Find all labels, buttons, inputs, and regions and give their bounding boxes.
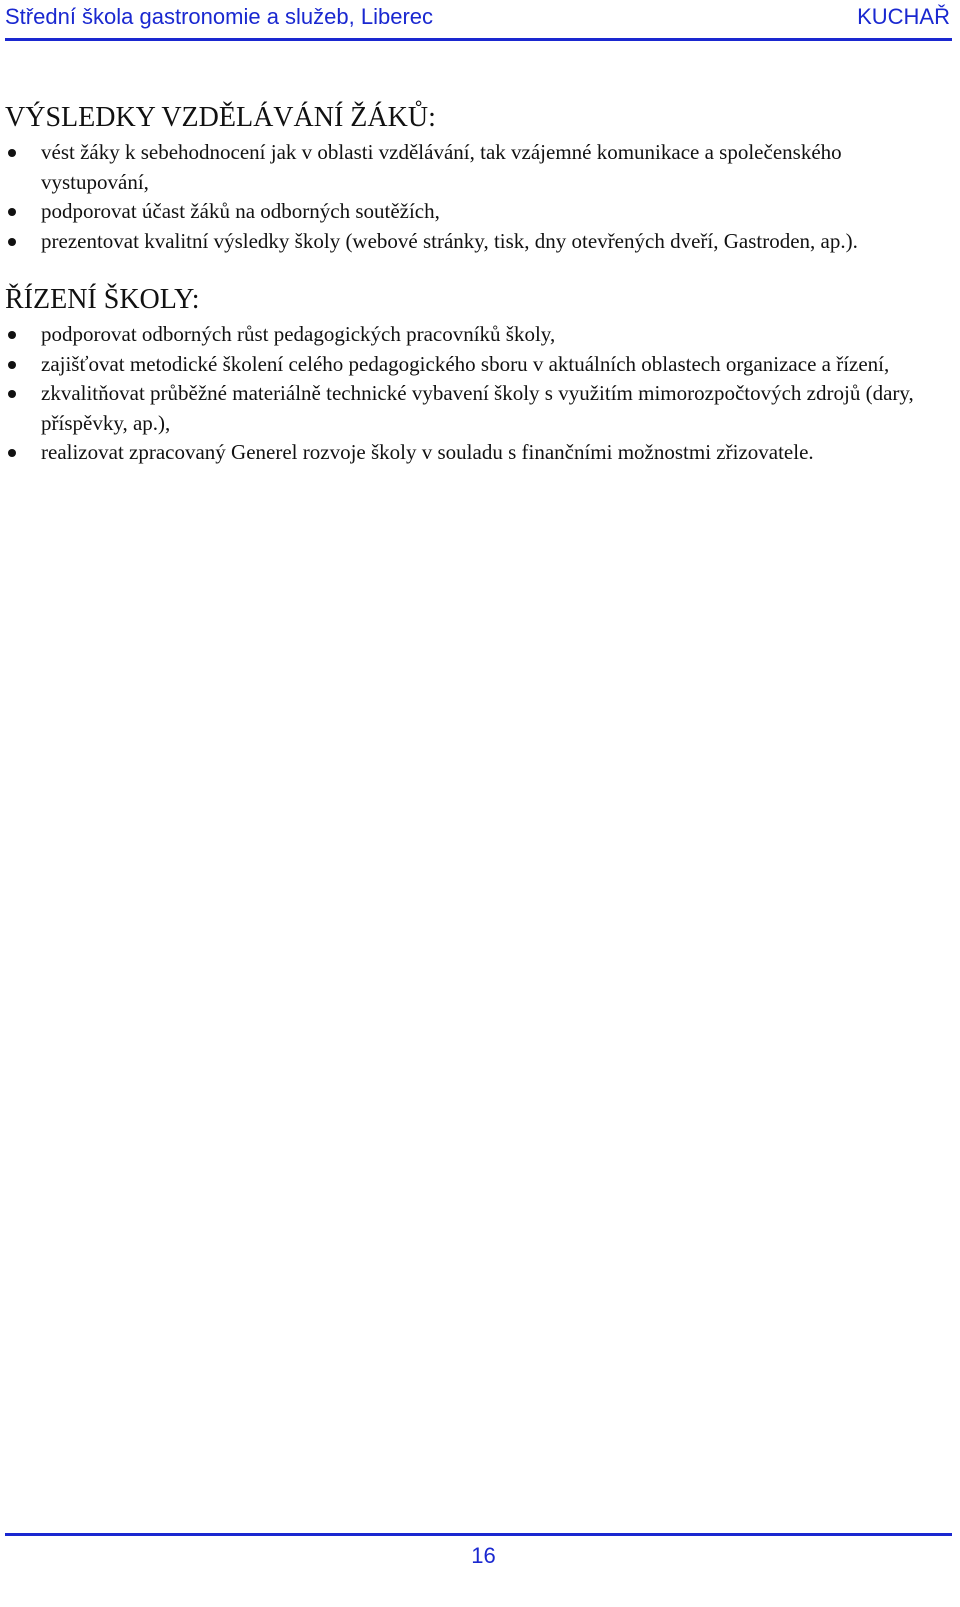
bullet-list <box>5 320 945 468</box>
bullet-icon <box>8 390 16 398</box>
section-education-results <box>5 100 945 256</box>
bullet-icon <box>8 361 16 369</box>
list-item-text: zkvalitňovat průběžné materiálně technické vybavení školy s využitím mimorozpočtových zdrojů (dary, příspěvky, ap.), <box>41 381 914 435</box>
list-item <box>5 379 945 438</box>
page-header <box>5 0 952 41</box>
bullet-icon <box>8 149 16 157</box>
list-item <box>5 320 945 350</box>
list-item-text: zajišťovat metodické školení celého pedagogického sboru v aktuálních oblastech organizace a řízení, <box>41 351 890 376</box>
bullet-icon <box>8 208 16 216</box>
list-item <box>5 350 945 380</box>
list-item-text: podporovat odborných růst pedagogických pracovníků školy, <box>41 322 556 346</box>
school-name: Střední škola gastronomie a služeb, Liberec <box>5 4 434 29</box>
list-item-text: vést žáky k sebehodnocení jak v oblasti vzdělávání, tak vzájemné komunikace a společenského vystupování, <box>41 140 842 194</box>
bullet-icon <box>8 331 16 339</box>
section-title: ŘÍZENÍ ŠKOLY: <box>5 284 200 315</box>
list-item-text: podporovat účast žáků na odborných soutěžích, <box>41 199 440 223</box>
page-content <box>5 100 945 494</box>
list-item <box>5 138 945 197</box>
bullet-icon <box>8 238 16 246</box>
bullet-icon <box>8 449 16 457</box>
program-name: KUCHAŘ <box>857 4 950 29</box>
list-item-text: realizovat zpracovaný Generel rozvoje školy v souladu s finančními možnostmi zřizovatele. <box>41 440 814 464</box>
page-number: 16 <box>471 1543 496 1568</box>
list-item <box>5 438 945 468</box>
list-item <box>5 197 945 227</box>
list-item <box>5 227 945 257</box>
bullet-list <box>5 138 945 256</box>
page-footer <box>5 1533 952 1569</box>
section-school-management <box>5 282 945 468</box>
list-item-text: prezentovat kvalitní výsledky školy (webové stránky, tisk, dny otevřených dveří, Gastroden, ap.). <box>41 228 858 253</box>
section-title: VÝSLEDKY VZDĚLÁVÁNÍ ŽÁKŮ: <box>5 102 436 133</box>
